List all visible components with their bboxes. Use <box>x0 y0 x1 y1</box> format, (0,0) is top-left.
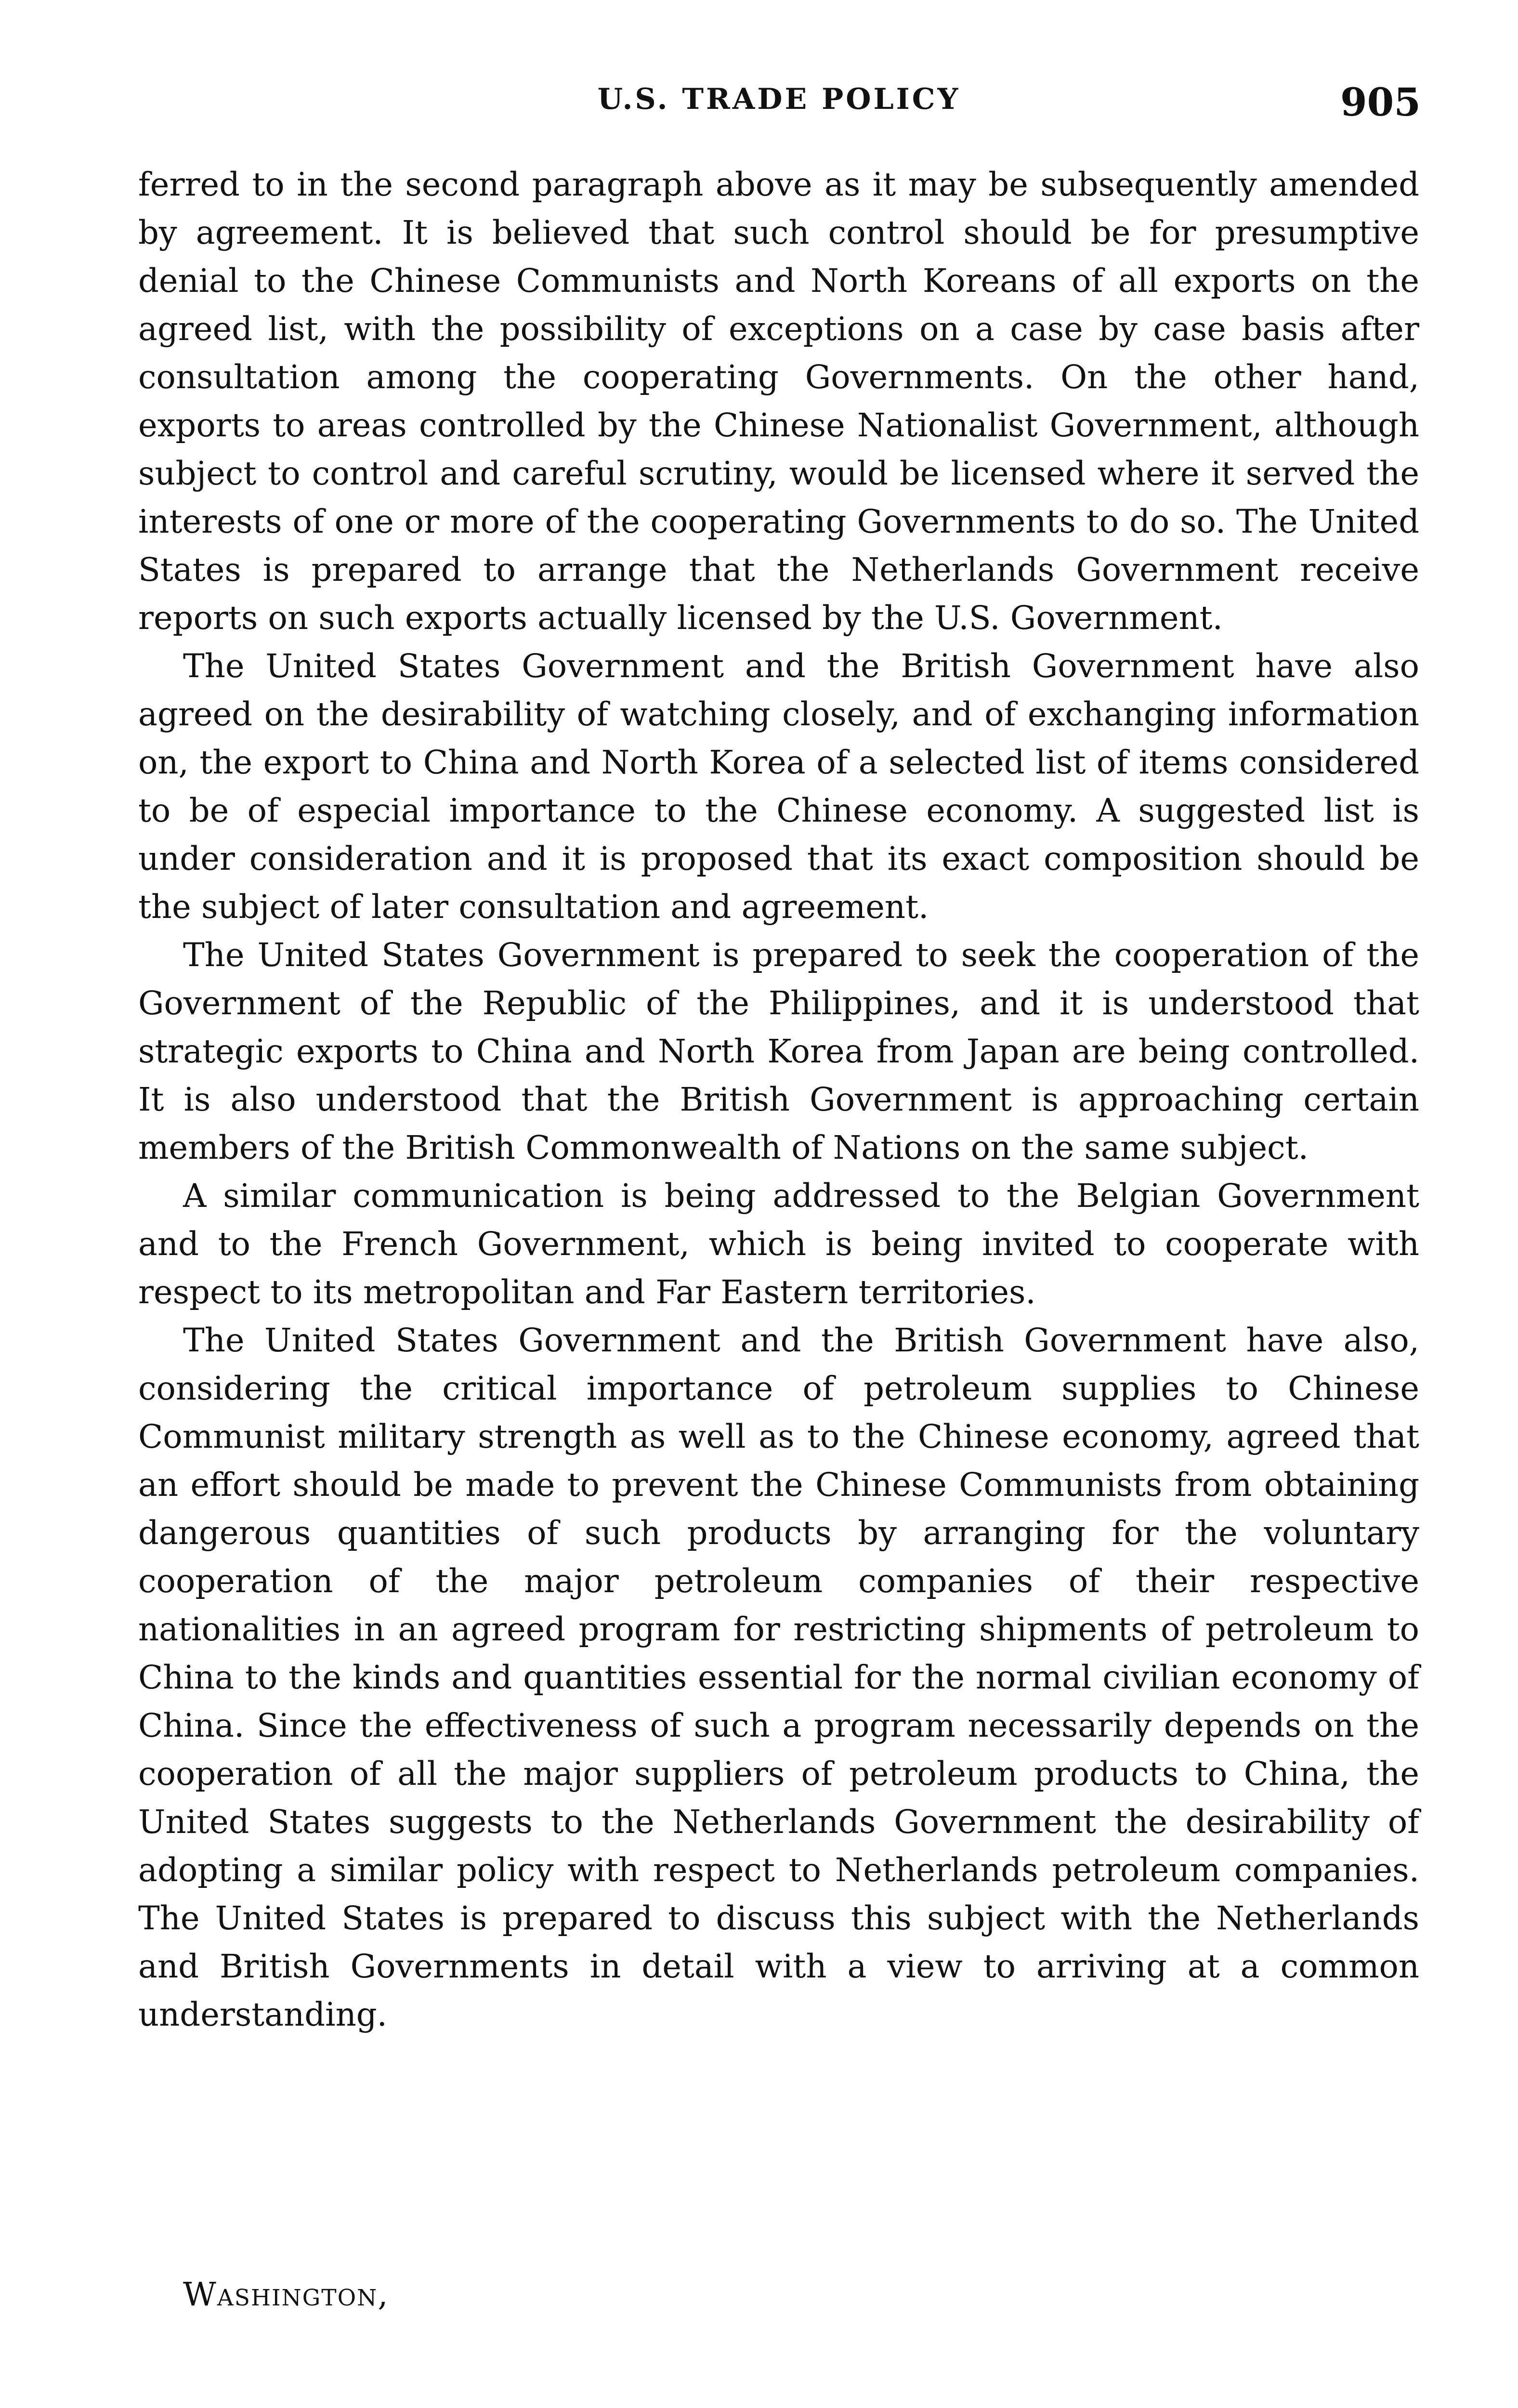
body-text <box>138 160 1419 2039</box>
paragraph-continued: ferred to in the second paragraph above as it may be subsequently amended by agreement. It is believed that such control should be for presumptive denial to the Chinese Communists and North Koreans of all exports on the agreed list, with the possibility of exceptions on a case by case basis after consultation among the cooperating Governments. On the other hand, exports to areas controlled by the Chinese Nationalist Government, although subject to control and careful scrutiny, would be licensed where it served the interests of one or more of the cooperating Governments to do so. The United States is prepared to arrange that the Netherlands Government receive reports on such exports actually licensed by the U.S. Government. <box>138 166 1419 637</box>
paragraph: A similar communication is being addressed to the Belgian Government and to the French Government, which is being invited to cooperate with respect to its metropolitan and Far Eastern territories. <box>138 1177 1419 1311</box>
paragraph: The United States Government and the British Government have also agreed on the desirability of watching closely, and of exchanging information on, the export to China and North Korea of a selected list of items considered to be of especial importance to the Chinese economy. A suggested list is under consideration and it is proposed that its exact composition should be the subject of later consultation and agreement. <box>138 647 1419 926</box>
paragraph: The United States Government is prepared to seek the cooperation of the Government of the Republic of the Philippines, and it is understood that strategic exports to China and North Korea from Japan are being controlled. It is also understood that the British Government is approaching certain members of the British Commonwealth of Nations on the same subject. <box>138 936 1419 1166</box>
signature-place: Washington, <box>183 2276 389 2313</box>
paragraph: The United States Government and the British Government have also, considering the critical importance of petroleum supplies to Chinese Communist military strength as well as to the Chinese economy, agreed that an effort should be made to prevent the Chinese Communists from obtaining dangerous quantities of such products by arranging for the voluntary cooperation of the major petroleum companies of their respective nationalities in an agreed program for restricting shipments of petroleum to China to the kinds and quantities essential for the normal civilian economy of China. Since the effectiveness of such a program necessarily depends on the cooperation of all the major suppliers of petroleum products to China, the United States suggests to the Netherlands Government the desirability of adopting a similar policy with respect to Netherlands petroleum companies. The United States is prepared to discuss this subject with the Netherlands and British Governments in detail with a view to arriving at a common understanding. <box>138 1322 1419 2033</box>
running-title: U.S. TRADE POLICY <box>597 82 961 116</box>
running-head <box>137 79 1421 132</box>
page-number: 905 <box>1340 79 1421 125</box>
